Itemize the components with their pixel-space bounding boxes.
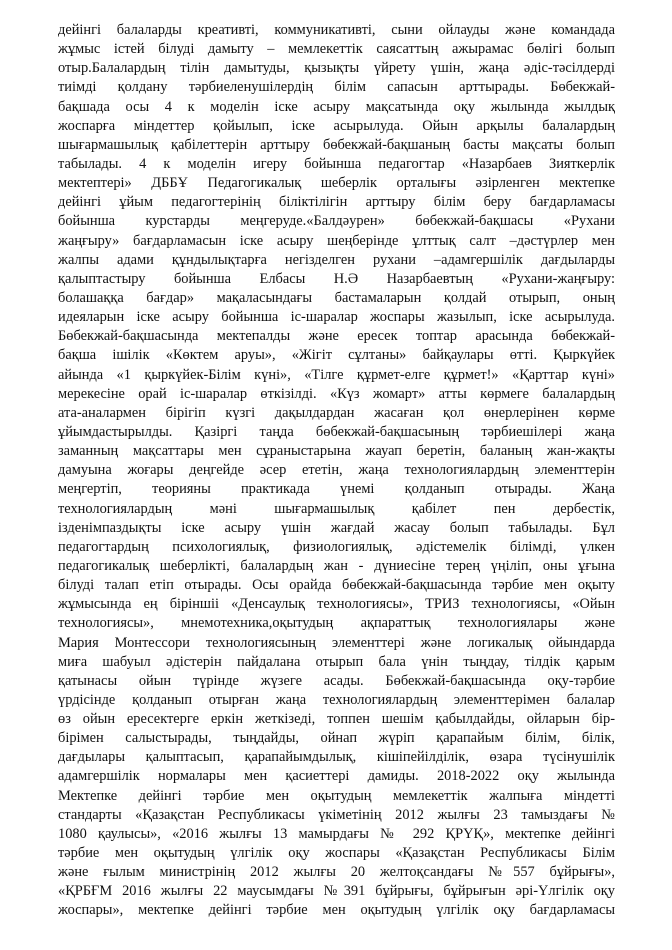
text-line: дағдылары қалыптасып, қарапайымдылық, кішіпейілділік, өзара түсінушілік xyxy=(58,749,615,766)
text-line: Мектепке дейінгі тәрбие мен оқытудың мемлекеттік жалпыға міндетті xyxy=(58,787,615,804)
body-text xyxy=(58,21,615,921)
text-line: бақша ішілік «Көктем аруы», «Жігіт сұлтаны» байқаулары өтті. Қыркүйек xyxy=(58,347,615,364)
text-line: технологиялардың мәні шығармашылық қабілет пен дербестік, xyxy=(58,500,615,517)
text-line: білуді талап етіп отырады. Осы орайда бөбекжай-бақшасында тәрбие мен оқыту xyxy=(58,577,615,594)
text-line: миға шабуыл әдістерін пайдалана отырып бала үнін тыңдау, тілдік қарым xyxy=(58,653,615,670)
text-line: 1080 қаулысы», «2016 жылғы 13 мамырдағы № 292 ҚРҮҚ», мектепке дейінгі xyxy=(58,825,615,842)
text-line: мерекесіне орай іс-шаралар өткізілді. «Күз жомарт» атты көрмеге балалардың xyxy=(58,385,615,402)
text-line: жұмысында ең біріншіі «Денсаулық технологиясы», ТРИЗ технологиясы, «Ойын xyxy=(58,596,615,613)
text-line: үрдісінде қолданып отырған жаңа технологиялардың элементтерімен балалар xyxy=(58,691,615,708)
text-line: дейінгі балаларды креативті, коммуникативті, сыни ойлауды және командада xyxy=(58,22,615,38)
text-line: ата-аналармен бірігіп күзгі дақылдардан жасаған қол өнерлерінен көрме xyxy=(58,404,615,421)
text-line: тиімді қолдану тәрбиеленушілердің білім сапасын арттырады. Бөбекжай- xyxy=(58,79,615,96)
text-line: жаңғыру» бағдарламасын іске асыру шеңберінде ұлттық салт –дәстүрлер мен xyxy=(58,232,615,249)
text-line: тәрбие мен оқытудың үлгілік оқу жоспары «Қазақстан Республикасы Білім xyxy=(58,845,615,862)
text-line: жалпы адами құндылықтарға негізделген рухани –адамгершілік дағдыларды xyxy=(58,251,615,268)
text-line: ұйымдастырылды. Қазіргі таңда бөбекжай-бақшасының тәрбиешілері жаңа xyxy=(58,423,615,440)
text-line: болашаққа бағдар» мақаласындағы бастамаларын қолдай отырып, оның xyxy=(58,289,615,306)
text-line: шығармашылық қабілеттерін арттыру бөбекжай-бақшаның басты мақсаты болып xyxy=(58,136,615,153)
text-line: технологиясы», мнемотехника,оқытудың ақпараттық технологиялары және xyxy=(58,615,615,632)
text-line: педагогикалық шеберлікті, балалардың жан - дүниесіне терең үңіліп, оны ұғына xyxy=(58,557,615,574)
text-line: педагогтардың психологиялық, физиологиялық, әдістемелік білімді, үлкен xyxy=(58,538,615,555)
text-line: адамгершілік нормалары мен қасиеттері дамиды. 2018-2022 оқу жылында xyxy=(58,768,615,785)
text-line: Мария Монтессори технологиясының элементтері және логикалық ойындарда xyxy=(58,634,615,651)
text-line: жоспары», мектепке дейінгі тәрбие мен оқытудың үлгілік оқу бағдарламасы xyxy=(58,902,615,919)
text-line: жұмыс істей білуді дамыту – мемлекеттік саясаттың ажырамас бөлігі болып xyxy=(58,41,615,58)
text-line: жоспарға міндеттер қойылып, іске асырылуда. Ойын арқылы балалардың xyxy=(58,117,615,134)
text-line: «ҚРБҒМ 2016 жылғы 22 маусымдағы №391 бұйрығы, бұйрығын әрі-Үлгілік оқу xyxy=(58,883,615,900)
text-line: бақшада осы 4 к моделін іске асыру мақсатында оқу жылында жылдық xyxy=(58,98,615,115)
text-line: Бөбекжай-бақшасында мектепалды және ересек топтар арасында бөбекжай- xyxy=(58,328,615,345)
text-line: және ғылым министрінің 2012 жылғы 20 желтоқсандағы №557 бұйрығы», xyxy=(58,864,615,881)
text-line: меңгертіп, теорияны практикада үнемі қолданып отырады. Жаңа xyxy=(58,481,615,498)
text-line: қалыптастыру бойынша Елбасы Н.Ә Назарбаевтың «Рухани-жаңғыру: xyxy=(58,270,615,287)
text-line: бірімен салыстырады, тыңдайды, ойнап жүріп қарапайым білім, білік, xyxy=(58,730,615,747)
text-line: қатынасы ойын түрінде жүзеге асады. Бөбекжай-бақшасында оқу-тәрбие xyxy=(58,672,615,689)
text-line: идеяларын іске асыру бойынша іс-шаралар жоспары жазылып, іске асырылуда. xyxy=(58,309,615,326)
text-line: өз ойын ересектерге еркін жеткізеді, топпен шешім қабылдайды, ойларын бір- xyxy=(58,711,615,728)
text-line: дейінгі ұйым педагогтерінің біліктілігін арттыру білім беру бағдарламасы xyxy=(58,194,615,211)
text-line: айында «1 қыркүйек-Білім күні», «Тілге құрмет-елге құрмет!» «Қарттар күні» xyxy=(58,366,615,383)
text-line: дамуына жоғары деңгейде әсер ететін, жаңа технологиялардың элементтерін xyxy=(58,462,615,479)
text-line: ізденімпаздықты іске асыру үшін жағдай жасау болып табылады. Бұл xyxy=(58,519,615,536)
text-line: заманның мақсаттары мен сұраныстарына жауап беретін, баланың жан-жақты xyxy=(58,443,615,460)
text-line: отыр.Балалардың тілін дамытуды, қызықты үйрету үшін, жаңа әдіс-тәсілдерді xyxy=(58,60,615,77)
text-line: стандарты «Қазақстан Республикасы үкіметінің 2012 жылғы 23 тамыздағы № xyxy=(58,806,615,823)
text-line: мектептері» ДББҰ Педагогикалық шеберлік орталығы әзірленген мектепке xyxy=(58,175,615,192)
text-line: бойынша курстарды меңгеруде.«Балдәурен» бөбекжай-бақшасы «Рухани xyxy=(58,213,615,230)
text-line: табылады. 4 к моделін игеру бойынша педагогтар «Назарбаев Зияткерлік xyxy=(58,155,615,172)
